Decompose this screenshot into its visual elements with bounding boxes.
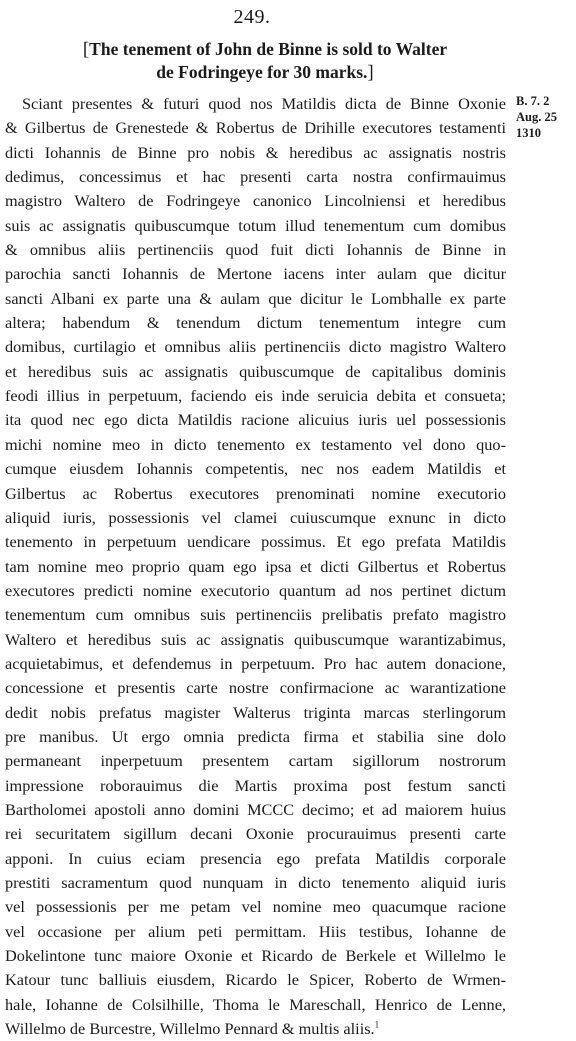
text-line <box>0 92 506 116</box>
text-line <box>0 944 506 968</box>
document-title <box>30 38 500 84</box>
text-line <box>0 482 506 506</box>
text-line <box>0 287 506 311</box>
title-text-2: de Fodringeye for 30 marks. <box>156 62 368 82</box>
text-line <box>0 555 506 579</box>
text-line <box>0 238 506 262</box>
text-line-content: Sciant presentes & futuri quod nos Matildis dicta de Binne Oxonie <box>22 94 506 113</box>
footnote-mark: 1 <box>374 1019 380 1030</box>
text-line <box>0 628 506 652</box>
title-close-bracket: ] <box>367 62 374 83</box>
text-line-content: altera; habendum & tenendum dictum tenementum integre cum <box>5 313 506 333</box>
document-body <box>0 92 506 1041</box>
text-line <box>0 214 506 238</box>
text-line <box>0 433 506 457</box>
margin-year: 1310 <box>516 126 541 140</box>
text-line <box>0 895 506 919</box>
text-line-content: sancti Albani ex parte una & aulam que dicitur le Lombhalle ex parte <box>5 288 506 308</box>
text-line <box>0 920 506 944</box>
text-line <box>0 506 506 530</box>
text-line-content: aliquid iuris, possessionis vel clamei cuiuscumque exnunc in dicto <box>5 507 506 527</box>
text-line <box>0 603 506 627</box>
text-line <box>0 798 506 822</box>
text-line-content: apponi. In cuius eciam presencia ego prefata Matildis corporale <box>5 848 506 868</box>
text-line-content: rei securitatem sigillum decani Oxonie procurauimus presenti carte <box>5 824 506 844</box>
text-line <box>0 189 506 213</box>
text-line-content: concessione et presentis carte nostre confirmacione ac warantizatione <box>5 678 506 698</box>
text-line-content: & omnibus aliis pertinenciis quod fuit dicti Iohannis de Binne in <box>5 240 506 260</box>
text-line-content: Gilbertus ac Robertus executores prenominati nomine executorio <box>5 483 506 503</box>
text-line <box>0 530 506 554</box>
text-line <box>0 871 506 895</box>
text-line <box>0 457 506 481</box>
text-line-content: pre manibus. Ut ergo omnia predicta firma et stabilia sine dolo <box>5 726 506 746</box>
text-line-content: et heredibus suis ac assignatis quibuscumque de capitalibus dominis <box>5 361 506 381</box>
text-line <box>0 847 506 871</box>
text-line <box>0 384 506 408</box>
text-line-content: & Gilbertus de Grenestede & Robertus de Drihille executores testamenti <box>5 118 506 138</box>
text-line <box>0 262 506 286</box>
text-line-content: tenementum cum omnibus suis pertinenciis prelibatis prefato magistro <box>5 605 506 625</box>
text-line-content: impressione roborauimus die Martis proxima post festum sancti <box>5 775 506 795</box>
text-line <box>0 408 506 432</box>
text-line-content: dedit nobis prefatus magister Walterus triginta marcas sterlingorum <box>5 702 506 722</box>
text-line <box>0 774 506 798</box>
text-line-content: vel occasione per alium peti permittam. Hiis testibus, Iohanne de <box>5 921 506 941</box>
text-line-content: cumque eiusdem Iohannis competentis, nec nos eadem Matildis et <box>5 459 506 479</box>
text-line <box>0 141 506 165</box>
text-line-content: domibus, curtilagio et omnibus aliis pertinenciis dicto magistro Waltero <box>5 337 506 357</box>
text-line <box>0 360 506 384</box>
title-open-bracket: [ <box>82 39 90 60</box>
text-line-content: Waltero et heredibus suis ac assignatis quibuscumque warantizabimus, <box>5 629 506 649</box>
text-line <box>0 725 506 749</box>
title-text-1: The tenement of John de Binne is sold to Walter <box>89 39 448 59</box>
text-line <box>0 701 506 725</box>
text-line-content: Dokelintone tunc maiore Oxonie et Ricardo de Berkele et Willelmo le <box>5 946 506 966</box>
text-line-content: ita quod nec ego dicta Matildis racione alicuius iuris uel possessionis <box>5 410 506 430</box>
text-line-content: hale, Iohanne de Colsilhille, Thoma le Mareschall, Henrico de Lenne, <box>5 994 506 1014</box>
margin-date: Aug. 25 <box>516 110 557 124</box>
text-line <box>0 652 506 676</box>
document-number: 249. <box>233 6 271 28</box>
text-line <box>0 968 506 992</box>
text-line-content: tenemento in perpetuum uendicare possimus. Et ego prefata Matildis <box>5 532 506 552</box>
text-line-content: executores predicti nomine executorio quantum ad nos pertinet dictum <box>5 580 506 600</box>
text-line-content: suis ac assignatis quibuscumque totum illud tenementum cum domibus <box>5 215 506 235</box>
title-line-1 <box>30 38 500 61</box>
text-line-content: tam nomine meo proprio quam ego ipsa et dicti Gilbertus et Robertus <box>5 556 506 576</box>
text-line <box>0 311 506 335</box>
margin-reference <box>516 94 576 141</box>
title-line-2 <box>30 61 500 84</box>
text-line-content: prestiti sacramentum quod nunquam in dicto tenemento aliquid iuris <box>5 873 506 892</box>
text-line-content: Katour tunc balliuis eiusdem, Ricardo le Spicer, Roberto de Wrmen- <box>5 970 506 990</box>
text-line <box>0 116 506 140</box>
text-line <box>0 676 506 700</box>
text-line <box>0 822 506 846</box>
text-line <box>0 579 506 603</box>
text-line-content: michi nomine meo in dicto tenemento ex testamento vel dono quo- <box>5 434 506 454</box>
text-line-content: feodi illius in perpetuum, faciendo eis inde seruicia debita et consueta; <box>5 386 506 406</box>
margin-ref: B. 7. 2 <box>516 94 550 108</box>
text-line-content: acquietabimus, et defendemus in perpetuum. Pro hac autem donacione, <box>5 653 506 673</box>
text-line-content: dicti Iohannis de Binne pro nobis & heredibus ac assignatis nostris <box>5 142 506 162</box>
text-line-content: dedimus, concessimus et hac presenti carta nostra confirmauimus <box>5 167 506 187</box>
text-line-content: Bartholomei apostoli anno domini MCCC decimo; et ad maiorem huius <box>5 799 506 819</box>
text-line <box>0 1017 506 1041</box>
text-line <box>0 993 506 1017</box>
text-line-content: Willelmo de Burcestre, Willelmo Pennard & multis aliis. <box>5 1019 375 1039</box>
text-line-content: magistro Waltero de Fodringeye canonico Lincolniensi et heredibus <box>5 191 506 211</box>
text-line <box>0 165 506 189</box>
text-line <box>0 335 506 359</box>
text-line-content: parochia sancti Iohannis de Mertone iacens inter aulam que dicitur <box>5 264 506 284</box>
text-line <box>0 749 506 773</box>
text-line-content: vel possessionis per me petam vel nomine meo quacumque racione <box>5 897 506 917</box>
text-line-content: permaneant inperpetuum presentem cartam sigillorum nostrorum <box>5 751 506 771</box>
